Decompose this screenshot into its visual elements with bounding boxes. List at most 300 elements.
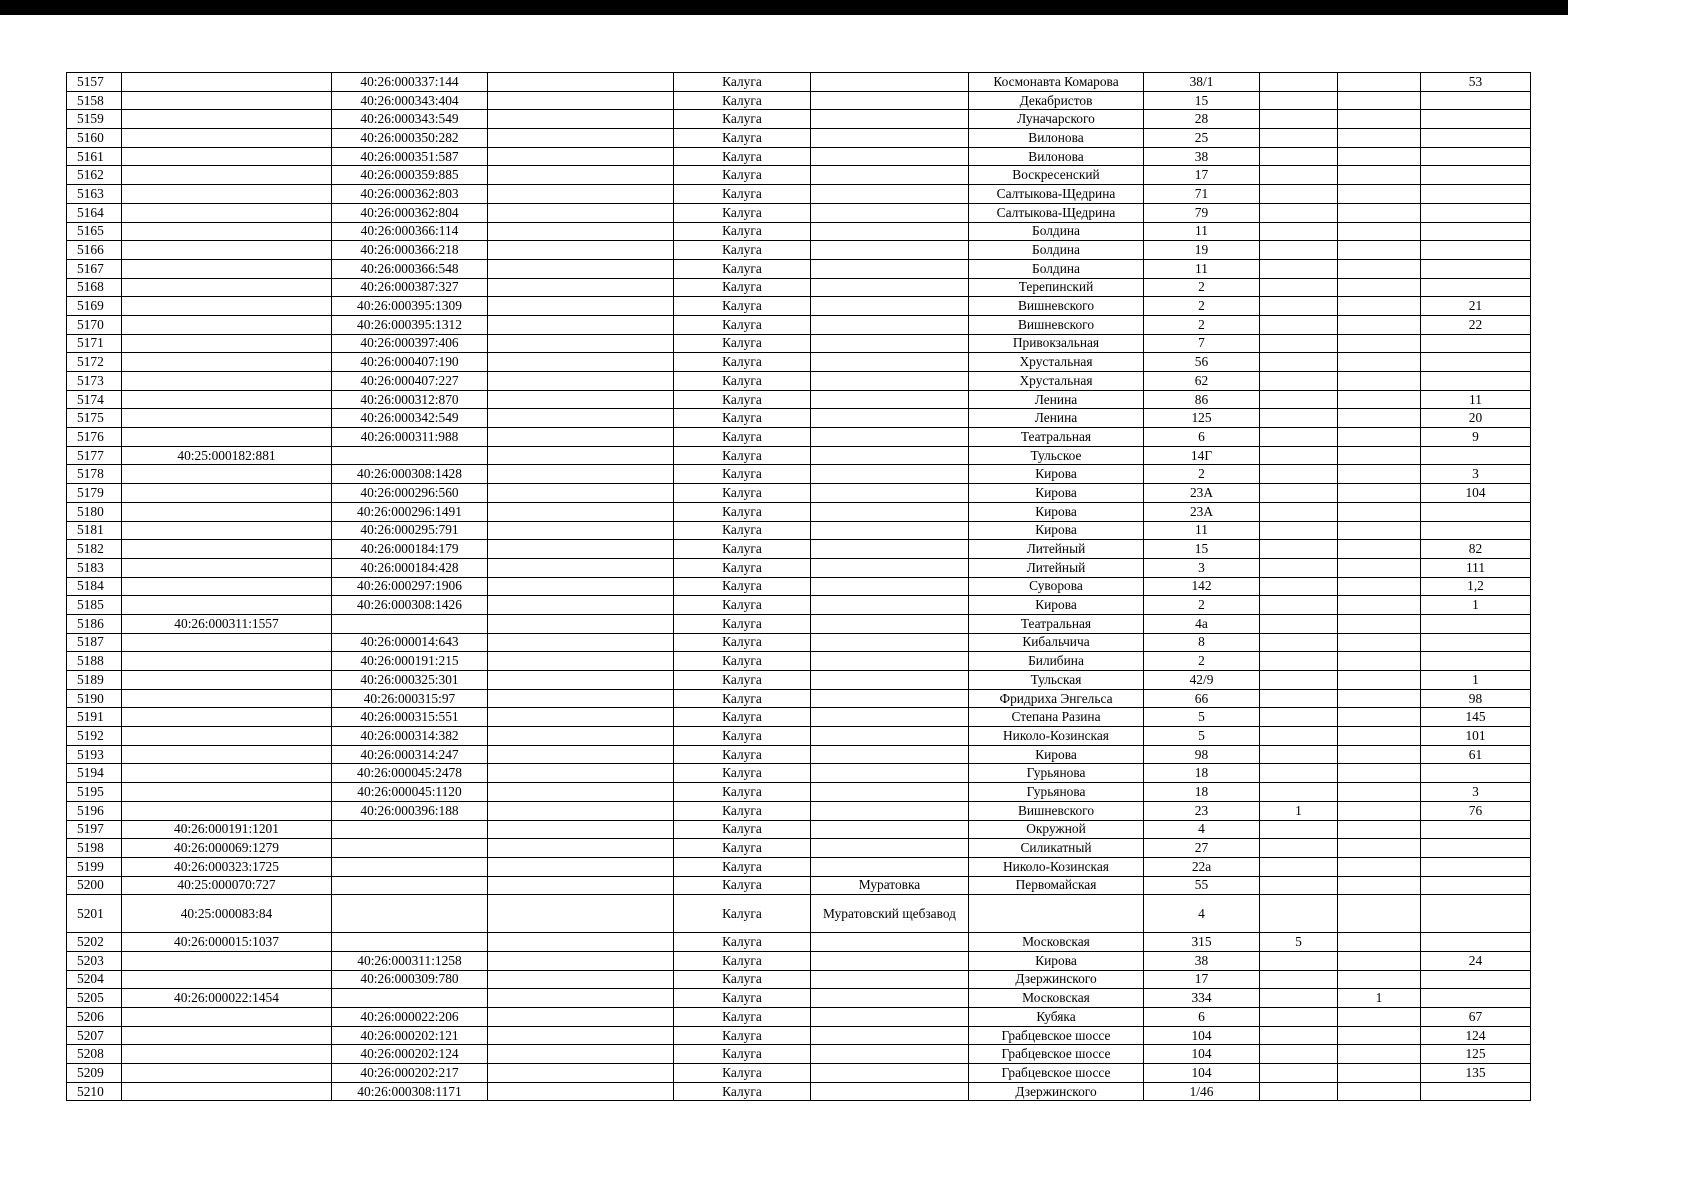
- parcel-cadastral-number-cell: [122, 241, 332, 260]
- building-cadastral-number-cell: 40:26:000184:179: [332, 540, 488, 559]
- table-row: [67, 203, 1531, 222]
- locality-cell: [811, 91, 969, 110]
- building-cell: [1260, 857, 1338, 876]
- city-cell: Калуга: [674, 614, 811, 633]
- city-cell: Калуга: [674, 989, 811, 1008]
- structure-cell: [1338, 1045, 1421, 1064]
- house-number-cell: 3: [1144, 558, 1260, 577]
- empty-cell: [488, 727, 674, 746]
- city-cell: Калуга: [674, 222, 811, 241]
- parcel-cadastral-number-cell: [122, 558, 332, 577]
- empty-cell: [488, 633, 674, 652]
- apartment-cell: [1421, 895, 1531, 933]
- structure-cell: [1338, 895, 1421, 933]
- building-cell: [1260, 820, 1338, 839]
- empty-cell: [488, 203, 674, 222]
- structure-cell: [1338, 857, 1421, 876]
- apartment-cell: 67: [1421, 1008, 1531, 1027]
- row-number-cell: 5180: [67, 502, 122, 521]
- locality-cell: [811, 1045, 969, 1064]
- building-cadastral-number-cell: 40:26:000366:548: [332, 259, 488, 278]
- structure-cell: [1338, 203, 1421, 222]
- house-number-cell: 1/46: [1144, 1082, 1260, 1101]
- row-number-cell: 5205: [67, 989, 122, 1008]
- apartment-cell: [1421, 166, 1531, 185]
- street-cell: Кирова: [969, 951, 1144, 970]
- empty-cell: [488, 334, 674, 353]
- house-number-cell: 38/1: [1144, 73, 1260, 92]
- city-cell: Калуга: [674, 801, 811, 820]
- structure-cell: [1338, 241, 1421, 260]
- row-number-cell: 5174: [67, 390, 122, 409]
- building-cell: [1260, 689, 1338, 708]
- house-number-cell: 2: [1144, 278, 1260, 297]
- building-cell: [1260, 409, 1338, 428]
- street-cell: Дзержинского: [969, 1082, 1144, 1101]
- parcel-cadastral-number-cell: [122, 970, 332, 989]
- city-cell: Калуга: [674, 315, 811, 334]
- building-cadastral-number-cell: 40:26:000315:97: [332, 689, 488, 708]
- empty-cell: [488, 1026, 674, 1045]
- street-cell: Первомайская: [969, 876, 1144, 895]
- street-cell: Терепинский: [969, 278, 1144, 297]
- building-cell: [1260, 614, 1338, 633]
- row-number-cell: 5173: [67, 372, 122, 391]
- building-cell: [1260, 353, 1338, 372]
- house-number-cell: 15: [1144, 540, 1260, 559]
- structure-cell: [1338, 558, 1421, 577]
- building-cell: [1260, 783, 1338, 802]
- apartment-cell: [1421, 820, 1531, 839]
- parcel-cadastral-number-cell: [122, 502, 332, 521]
- table-row: [67, 540, 1531, 559]
- parcel-cadastral-number-cell: 40:26:000311:1557: [122, 614, 332, 633]
- empty-cell: [488, 745, 674, 764]
- building-cadastral-number-cell: 40:26:000296:560: [332, 484, 488, 503]
- parcel-cadastral-number-cell: [122, 110, 332, 129]
- house-number-cell: 11: [1144, 521, 1260, 540]
- parcel-cadastral-number-cell: [122, 278, 332, 297]
- row-number-cell: 5201: [67, 895, 122, 933]
- parcel-cadastral-number-cell: [122, 1045, 332, 1064]
- apartment-cell: [1421, 91, 1531, 110]
- apartment-cell: [1421, 334, 1531, 353]
- locality-cell: [811, 801, 969, 820]
- parcel-cadastral-number-cell: [122, 129, 332, 148]
- row-number-cell: 5204: [67, 970, 122, 989]
- row-number-cell: 5161: [67, 147, 122, 166]
- row-number-cell: 5206: [67, 1008, 122, 1027]
- building-cell: [1260, 390, 1338, 409]
- table-row: [67, 390, 1531, 409]
- house-number-cell: 86: [1144, 390, 1260, 409]
- building-cadastral-number-cell: 40:26:000022:206: [332, 1008, 488, 1027]
- parcel-cadastral-number-cell: [122, 222, 332, 241]
- row-number-cell: 5210: [67, 1082, 122, 1101]
- row-number-cell: 5181: [67, 521, 122, 540]
- city-cell: Калуга: [674, 857, 811, 876]
- building-cell: [1260, 540, 1338, 559]
- locality-cell: [811, 409, 969, 428]
- parcel-cadastral-number-cell: [122, 353, 332, 372]
- building-cadastral-number-cell: [332, 876, 488, 895]
- table-row: [67, 465, 1531, 484]
- parcel-cadastral-number-cell: 40:26:000022:1454: [122, 989, 332, 1008]
- apartment-cell: 22: [1421, 315, 1531, 334]
- apartment-cell: 3: [1421, 465, 1531, 484]
- empty-cell: [488, 1045, 674, 1064]
- building-cell: [1260, 970, 1338, 989]
- parcel-cadastral-number-cell: [122, 297, 332, 316]
- building-cadastral-number-cell: 40:26:000308:1426: [332, 596, 488, 615]
- parcel-cadastral-number-cell: [122, 708, 332, 727]
- table-row: [67, 166, 1531, 185]
- street-cell: Литейный: [969, 558, 1144, 577]
- building-cadastral-number-cell: 40:26:000314:382: [332, 727, 488, 746]
- apartment-cell: [1421, 652, 1531, 671]
- apartment-cell: 104: [1421, 484, 1531, 503]
- empty-cell: [488, 259, 674, 278]
- street-cell: [969, 895, 1144, 933]
- structure-cell: [1338, 390, 1421, 409]
- parcel-cadastral-number-cell: 40:25:000070:727: [122, 876, 332, 895]
- street-cell: Гурьянова: [969, 764, 1144, 783]
- street-cell: Тульская: [969, 671, 1144, 690]
- street-cell: Хрустальная: [969, 353, 1144, 372]
- locality-cell: [811, 315, 969, 334]
- building-cell: [1260, 764, 1338, 783]
- locality-cell: [811, 372, 969, 391]
- house-number-cell: 98: [1144, 745, 1260, 764]
- apartment-cell: [1421, 446, 1531, 465]
- house-number-cell: 23А: [1144, 484, 1260, 503]
- empty-cell: [488, 390, 674, 409]
- locality-cell: [811, 708, 969, 727]
- building-cadastral-number-cell: 40:26:000297:1906: [332, 577, 488, 596]
- row-number-cell: 5169: [67, 297, 122, 316]
- city-cell: Калуга: [674, 633, 811, 652]
- building-cell: [1260, 1026, 1338, 1045]
- building-cell: 1: [1260, 801, 1338, 820]
- city-cell: Калуга: [674, 446, 811, 465]
- city-cell: Калуга: [674, 895, 811, 933]
- apartment-cell: [1421, 147, 1531, 166]
- table-row: [67, 484, 1531, 503]
- house-number-cell: 11: [1144, 259, 1260, 278]
- building-cadastral-number-cell: [332, 446, 488, 465]
- building-cadastral-number-cell: 40:26:000407:227: [332, 372, 488, 391]
- row-number-cell: 5159: [67, 110, 122, 129]
- apartment-cell: 11: [1421, 390, 1531, 409]
- street-cell: Дзержинского: [969, 970, 1144, 989]
- row-number-cell: 5163: [67, 185, 122, 204]
- street-cell: Салтыкова-Щедрина: [969, 185, 1144, 204]
- apartment-cell: [1421, 989, 1531, 1008]
- house-number-cell: 66: [1144, 689, 1260, 708]
- table-row: [67, 241, 1531, 260]
- building-cadastral-number-cell: 40:26:000045:2478: [332, 764, 488, 783]
- parcel-cadastral-number-cell: [122, 596, 332, 615]
- city-cell: Калуга: [674, 671, 811, 690]
- building-cell: [1260, 633, 1338, 652]
- street-cell: Окружной: [969, 820, 1144, 839]
- structure-cell: [1338, 465, 1421, 484]
- empty-cell: [488, 876, 674, 895]
- locality-cell: [811, 147, 969, 166]
- building-cadastral-number-cell: 40:26:000308:1171: [332, 1082, 488, 1101]
- table-body: [67, 73, 1531, 1101]
- locality-cell: [811, 185, 969, 204]
- street-cell: Космонавта Комарова: [969, 73, 1144, 92]
- building-cadastral-number-cell: 40:26:000362:804: [332, 203, 488, 222]
- street-cell: Декабристов: [969, 91, 1144, 110]
- structure-cell: [1338, 147, 1421, 166]
- parcel-cadastral-number-cell: [122, 409, 332, 428]
- parcel-cadastral-number-cell: [122, 764, 332, 783]
- structure-cell: [1338, 951, 1421, 970]
- empty-cell: [488, 110, 674, 129]
- building-cell: 5: [1260, 933, 1338, 952]
- building-cell: [1260, 334, 1338, 353]
- empty-cell: [488, 465, 674, 484]
- city-cell: Калуга: [674, 203, 811, 222]
- street-cell: Фридриха Энгельса: [969, 689, 1144, 708]
- building-cell: [1260, 652, 1338, 671]
- house-number-cell: 22а: [1144, 857, 1260, 876]
- empty-cell: [488, 764, 674, 783]
- apartment-cell: [1421, 521, 1531, 540]
- city-cell: Калуга: [674, 241, 811, 260]
- empty-cell: [488, 933, 674, 952]
- parcel-cadastral-number-cell: 40:26:000191:1201: [122, 820, 332, 839]
- street-cell: Ленина: [969, 409, 1144, 428]
- structure-cell: [1338, 652, 1421, 671]
- apartment-cell: 53: [1421, 73, 1531, 92]
- apartment-cell: 1: [1421, 596, 1531, 615]
- building-cell: [1260, 222, 1338, 241]
- row-number-cell: 5196: [67, 801, 122, 820]
- row-number-cell: 5171: [67, 334, 122, 353]
- empty-cell: [488, 241, 674, 260]
- locality-cell: [811, 764, 969, 783]
- building-cadastral-number-cell: 40:26:000362:803: [332, 185, 488, 204]
- city-cell: Калуга: [674, 1064, 811, 1083]
- table-row: [67, 502, 1531, 521]
- apartment-cell: 111: [1421, 558, 1531, 577]
- table-row: [67, 278, 1531, 297]
- table-row: [67, 1026, 1531, 1045]
- street-cell: Тульское: [969, 446, 1144, 465]
- parcel-cadastral-number-cell: [122, 671, 332, 690]
- house-number-cell: 17: [1144, 166, 1260, 185]
- apartment-cell: 76: [1421, 801, 1531, 820]
- locality-cell: [811, 671, 969, 690]
- building-cadastral-number-cell: 40:26:000314:247: [332, 745, 488, 764]
- row-number-cell: 5170: [67, 315, 122, 334]
- parcel-cadastral-number-cell: [122, 1082, 332, 1101]
- house-number-cell: 334: [1144, 989, 1260, 1008]
- house-number-cell: 4а: [1144, 614, 1260, 633]
- street-cell: Кирова: [969, 484, 1144, 503]
- table-row: [67, 259, 1531, 278]
- building-cadastral-number-cell: 40:26:000395:1312: [332, 315, 488, 334]
- row-number-cell: 5202: [67, 933, 122, 952]
- empty-cell: [488, 671, 674, 690]
- apartment-cell: [1421, 1082, 1531, 1101]
- parcel-cadastral-number-cell: 40:25:000182:881: [122, 446, 332, 465]
- city-cell: Калуга: [674, 297, 811, 316]
- building-cell: [1260, 241, 1338, 260]
- house-number-cell: 56: [1144, 353, 1260, 372]
- table-row: [67, 521, 1531, 540]
- parcel-cadastral-number-cell: [122, 203, 332, 222]
- street-cell: Воскресенский: [969, 166, 1144, 185]
- street-cell: Грабцевское шоссе: [969, 1026, 1144, 1045]
- parcel-cadastral-number-cell: [122, 259, 332, 278]
- house-number-cell: 4: [1144, 895, 1260, 933]
- table-row: [67, 315, 1531, 334]
- street-cell: Степана Разина: [969, 708, 1144, 727]
- structure-cell: [1338, 502, 1421, 521]
- city-cell: Калуга: [674, 708, 811, 727]
- row-number-cell: 5179: [67, 484, 122, 503]
- row-number-cell: 5184: [67, 577, 122, 596]
- locality-cell: [811, 951, 969, 970]
- locality-cell: [811, 129, 969, 148]
- street-cell: Театральная: [969, 428, 1144, 447]
- city-cell: Калуга: [674, 540, 811, 559]
- city-cell: Калуга: [674, 1045, 811, 1064]
- house-number-cell: 11: [1144, 222, 1260, 241]
- locality-cell: [811, 222, 969, 241]
- structure-cell: [1338, 764, 1421, 783]
- row-number-cell: 5162: [67, 166, 122, 185]
- empty-cell: [488, 1082, 674, 1101]
- table-row: [67, 1064, 1531, 1083]
- building-cadastral-number-cell: 40:26:000351:587: [332, 147, 488, 166]
- apartment-cell: [1421, 203, 1531, 222]
- building-cell: [1260, 502, 1338, 521]
- building-cadastral-number-cell: 40:26:000202:217: [332, 1064, 488, 1083]
- row-number-cell: 5209: [67, 1064, 122, 1083]
- parcel-cadastral-number-cell: 40:25:000083:84: [122, 895, 332, 933]
- empty-cell: [488, 428, 674, 447]
- city-cell: Калуга: [674, 558, 811, 577]
- row-number-cell: 5172: [67, 353, 122, 372]
- building-cell: [1260, 839, 1338, 858]
- street-cell: Болдина: [969, 259, 1144, 278]
- building-cell: [1260, 1064, 1338, 1083]
- locality-cell: [811, 989, 969, 1008]
- house-number-cell: 315: [1144, 933, 1260, 952]
- apartment-cell: [1421, 502, 1531, 521]
- structure-cell: [1338, 671, 1421, 690]
- street-cell: Хрустальная: [969, 372, 1144, 391]
- apartment-cell: [1421, 933, 1531, 952]
- row-number-cell: 5176: [67, 428, 122, 447]
- building-cell: [1260, 185, 1338, 204]
- apartment-cell: 24: [1421, 951, 1531, 970]
- structure-cell: [1338, 745, 1421, 764]
- row-number-cell: 5183: [67, 558, 122, 577]
- street-cell: Московская: [969, 989, 1144, 1008]
- empty-cell: [488, 166, 674, 185]
- parcel-cadastral-number-cell: [122, 801, 332, 820]
- parcel-cadastral-number-cell: [122, 1026, 332, 1045]
- apartment-cell: [1421, 222, 1531, 241]
- registry-table: [66, 72, 1531, 1101]
- empty-cell: [488, 185, 674, 204]
- empty-cell: [488, 989, 674, 1008]
- apartment-cell: [1421, 241, 1531, 260]
- table-row: [67, 727, 1531, 746]
- locality-cell: [811, 820, 969, 839]
- table-row: [67, 297, 1531, 316]
- locality-cell: Муратовка: [811, 876, 969, 895]
- building-cadastral-number-cell: 40:26:000191:215: [332, 652, 488, 671]
- street-cell: Кибальчича: [969, 633, 1144, 652]
- city-cell: Калуга: [674, 185, 811, 204]
- table-row: [67, 73, 1531, 92]
- row-number-cell: 5197: [67, 820, 122, 839]
- city-cell: Калуга: [674, 933, 811, 952]
- locality-cell: [811, 839, 969, 858]
- structure-cell: 1: [1338, 989, 1421, 1008]
- city-cell: Калуга: [674, 727, 811, 746]
- locality-cell: [811, 783, 969, 802]
- locality-cell: [811, 334, 969, 353]
- apartment-cell: 1,2: [1421, 577, 1531, 596]
- street-cell: Николо-Козинская: [969, 727, 1144, 746]
- apartment-cell: 124: [1421, 1026, 1531, 1045]
- city-cell: Калуга: [674, 353, 811, 372]
- apartment-cell: [1421, 764, 1531, 783]
- empty-cell: [488, 652, 674, 671]
- table-row: [67, 428, 1531, 447]
- structure-cell: [1338, 820, 1421, 839]
- street-cell: Кирова: [969, 596, 1144, 615]
- street-cell: Болдина: [969, 241, 1144, 260]
- street-cell: Вилонова: [969, 147, 1144, 166]
- parcel-cadastral-number-cell: 40:26:000015:1037: [122, 933, 332, 952]
- row-number-cell: 5158: [67, 91, 122, 110]
- building-cell: [1260, 1082, 1338, 1101]
- locality-cell: [811, 259, 969, 278]
- empty-cell: [488, 801, 674, 820]
- building-cadastral-number-cell: 40:26:000202:124: [332, 1045, 488, 1064]
- street-cell: Вишневского: [969, 801, 1144, 820]
- building-cell: [1260, 895, 1338, 933]
- table-row: [67, 876, 1531, 895]
- apartment-cell: 145: [1421, 708, 1531, 727]
- row-number-cell: 5192: [67, 727, 122, 746]
- table-row: [67, 951, 1531, 970]
- house-number-cell: 104: [1144, 1045, 1260, 1064]
- locality-cell: [811, 614, 969, 633]
- city-cell: Калуга: [674, 951, 811, 970]
- structure-cell: [1338, 1026, 1421, 1045]
- house-number-cell: 104: [1144, 1026, 1260, 1045]
- parcel-cadastral-number-cell: [122, 951, 332, 970]
- empty-cell: [488, 129, 674, 148]
- building-cell: [1260, 259, 1338, 278]
- structure-cell: [1338, 633, 1421, 652]
- city-cell: Калуга: [674, 73, 811, 92]
- building-cell: [1260, 708, 1338, 727]
- structure-cell: [1338, 278, 1421, 297]
- table-row: [67, 895, 1531, 933]
- house-number-cell: 6: [1144, 1008, 1260, 1027]
